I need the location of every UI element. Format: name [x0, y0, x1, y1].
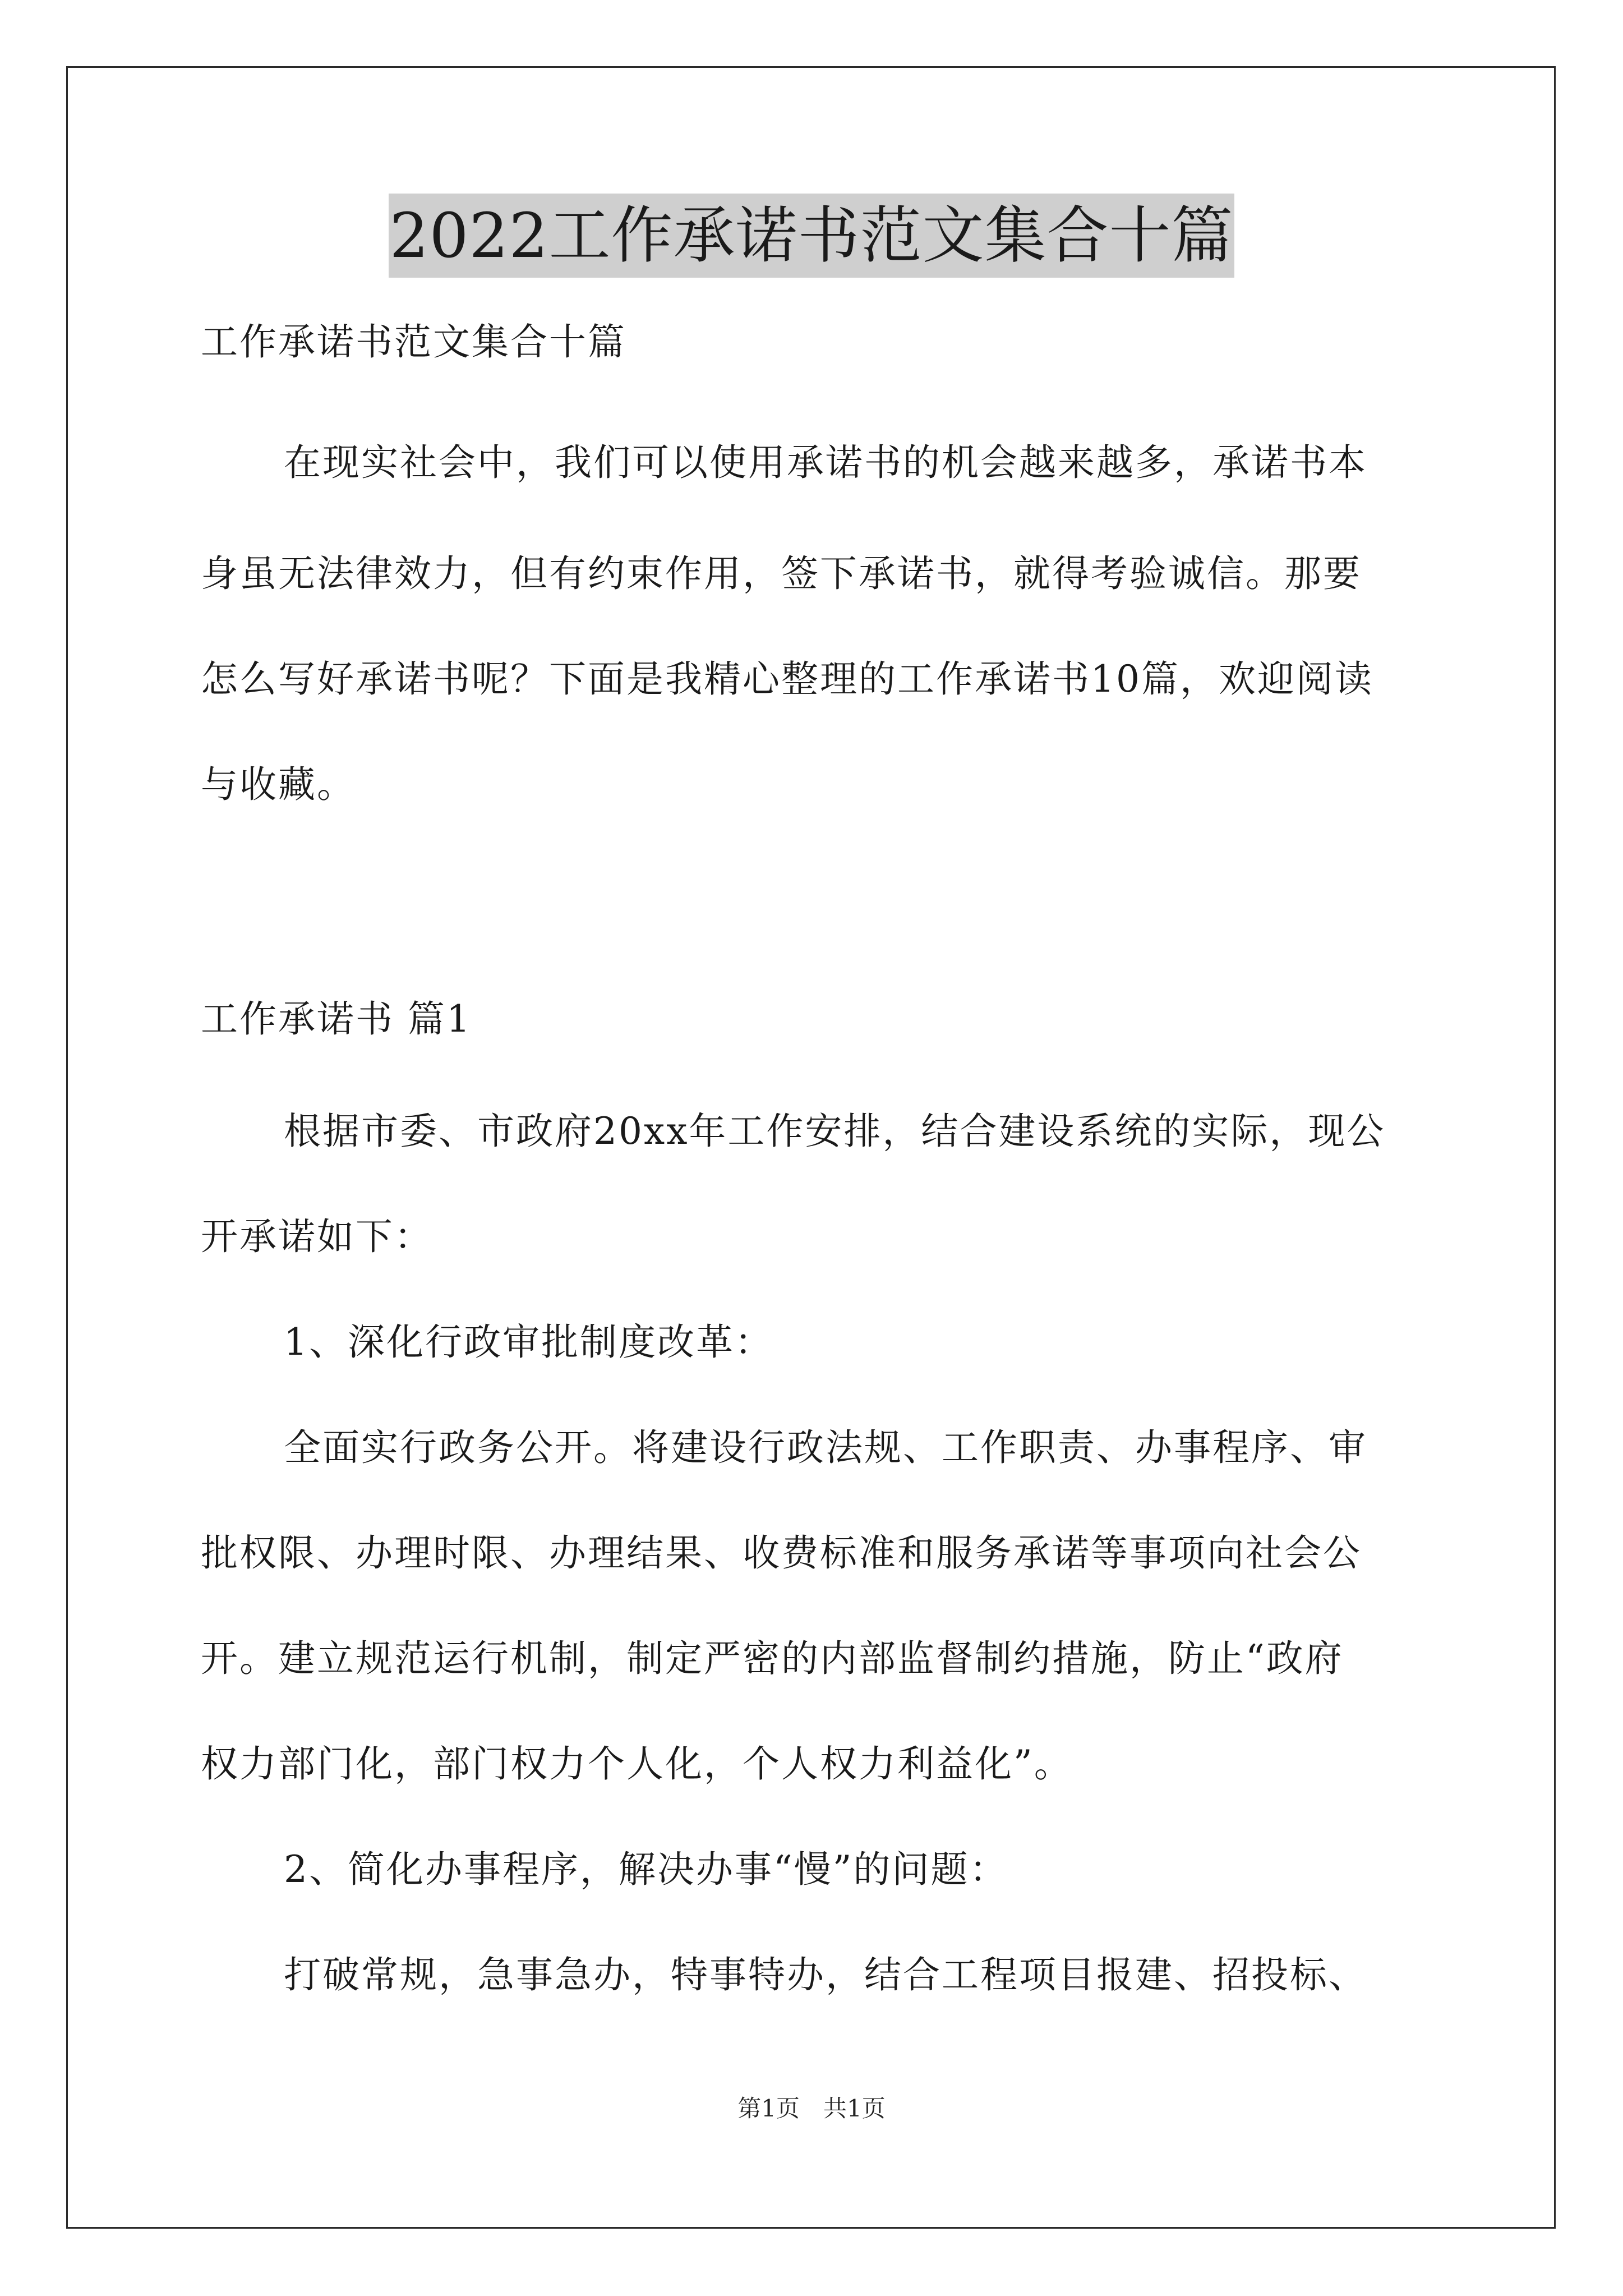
intro-line-2: 身虽无法律效力，但有约束作用，签下承诺书，就得考验诚信。那要 — [201, 552, 1362, 595]
body-line-8: 2、简化办事程序，解决办事“慢”的问题： — [284, 1848, 1008, 1891]
body-line-6: 开。建立规范运行机制，制定严密的内部监督制约措施，防止“政府 — [201, 1637, 1344, 1680]
body-line-4: 全面实行政务公开。将建设行政法规、工作职责、办事程序、审 — [284, 1426, 1367, 1469]
intro-line-3: 怎么写好承诺书呢？下面是我精心整理的工作承诺书10篇，欢迎阅读 — [201, 657, 1373, 701]
section-heading: 工作承诺书 篇1 — [201, 997, 472, 1041]
intro-line-4: 与收藏。 — [201, 763, 356, 806]
body-line-3: 1、深化行政审批制度改革： — [284, 1320, 773, 1364]
body-line-5: 批权限、办理时限、办理结果、收费标准和服务承诺等事项向社会公 — [201, 1531, 1362, 1575]
document-title-wrapper — [0, 194, 1623, 278]
page-number-footer: 第1页 共1页 — [737, 2095, 886, 2122]
body-line-7: 权力部门化，部门权力个人化，个人权力利益化”。 — [201, 1742, 1073, 1786]
document-title: 2022工作承诺书范文集合十篇 — [389, 194, 1235, 278]
body-line-1: 根据市委、市政府20xx年工作安排，结合建设系统的实际，现公 — [284, 1110, 1386, 1153]
intro-line-1: 在现实社会中，我们可以使用承诺书的机会越来越多，承诺书本 — [284, 441, 1367, 484]
body-line-9: 打破常规，急事急办，特事特办，结合工程项目报建、招投标、 — [284, 1953, 1367, 1996]
body-line-2: 开承诺如下： — [201, 1215, 433, 1258]
subtitle: 工作承诺书范文集合十篇 — [201, 320, 626, 364]
